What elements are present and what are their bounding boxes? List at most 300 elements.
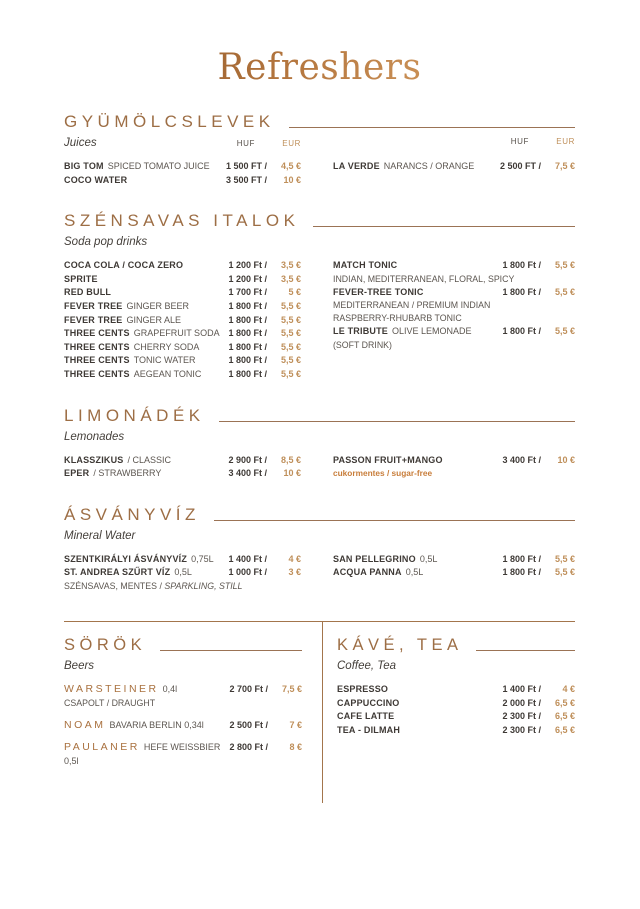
item-name: FEVER-TREE TONIC: [333, 286, 424, 297]
item-price-eur: 5,5 €: [280, 341, 301, 352]
menu-item: [64, 467, 301, 481]
section-rule: [160, 650, 302, 651]
item-main: [64, 368, 228, 382]
menu-item-row: [64, 454, 301, 468]
item-price: [502, 454, 575, 468]
item-price-huf: 1 400 Ft /: [502, 683, 541, 694]
section-subheading: Lemonades: [64, 430, 125, 443]
item-price-huf: 1 800 Ft /: [502, 286, 541, 297]
bottom-items: [64, 683, 302, 768]
currency-eur-label: EUR: [282, 139, 301, 148]
item-main: [64, 174, 226, 188]
item-price-eur: 8,5 €: [280, 454, 301, 465]
item-desc: / CLASSIC: [127, 454, 172, 465]
item-price-eur: 5,5 €: [554, 260, 575, 271]
menu-item-row: [337, 724, 575, 738]
menu-item: [64, 300, 301, 314]
item-price: [502, 724, 575, 738]
item-main: [333, 259, 502, 273]
item-price-eur: 4 €: [562, 683, 575, 694]
section-subrow: [64, 236, 575, 248]
section-subrow: [64, 137, 575, 149]
item-main: [333, 286, 502, 300]
item-name: COCO WATER: [64, 174, 128, 185]
item-main: [333, 325, 502, 339]
menu-item: [64, 327, 301, 341]
item-subtext: [333, 312, 575, 325]
menu-item-row: [333, 325, 575, 339]
item-price-eur: 7,5 €: [554, 161, 575, 171]
menu-item: [333, 566, 575, 580]
menu-item: [64, 273, 301, 287]
item-desc: GINGER ALE: [126, 314, 182, 325]
item-price-huf: 1 800 Ft /: [228, 368, 267, 379]
item-name: LE TRIBUTE: [333, 326, 388, 337]
menu-item: [333, 286, 575, 326]
menu-item: [64, 454, 301, 468]
item-desc: 0,5L: [419, 553, 438, 564]
section-heading-row: [64, 211, 575, 231]
item-desc: 0,5L: [405, 567, 424, 578]
item-main: [333, 566, 502, 580]
item-price-huf: 2 300 Ft /: [502, 724, 541, 735]
item-name: THREE CENTS: [64, 368, 130, 379]
menu-item: [337, 683, 575, 697]
item-subtext: [333, 299, 575, 312]
menu-item: [64, 314, 301, 328]
item-desc: / STRAWBERRY: [93, 468, 162, 479]
item-price-huf: 1 800 Ft /: [228, 341, 267, 352]
menu-item-row: [333, 160, 575, 174]
menu-item-row: [337, 697, 575, 711]
currency-headers: [511, 137, 575, 146]
menu-item-row: [337, 710, 575, 724]
section-heading: GYÜMÖLCSLEVEK: [64, 112, 275, 131]
item-main: [64, 454, 228, 468]
section-heading-row: [64, 112, 575, 132]
item-name: MATCH TONIC: [333, 260, 398, 271]
item-price: [228, 467, 301, 481]
item-main: [337, 710, 502, 724]
item-name: THREE CENTS: [64, 355, 130, 366]
menu-item-row: [64, 160, 301, 174]
item-name: CAPPUCCINO: [337, 697, 400, 708]
section-heading: KÁVÉ, TEA: [337, 635, 463, 654]
item-desc: NARANCS / ORANGE: [383, 161, 475, 171]
subrow-left: [64, 431, 301, 443]
item-price-huf: 1 800 Ft /: [228, 314, 267, 325]
item-main: [337, 697, 502, 711]
menu-item-row: [64, 467, 301, 481]
subrow-right: [333, 236, 575, 248]
item-price-huf: 2 700 Ft /: [229, 683, 268, 694]
menu-item: [64, 553, 301, 567]
menu-column: [64, 259, 301, 381]
item-main: [64, 259, 228, 273]
item-price-huf: 3 400 Ft /: [228, 468, 267, 479]
section-subheading: Beers: [64, 659, 95, 672]
item-main: [333, 454, 502, 468]
item-price-eur: 6,5 €: [554, 711, 575, 722]
item-price: [228, 341, 301, 355]
subrow-right: [333, 431, 575, 443]
item-price-huf: 1 500 FT /: [225, 161, 267, 171]
menu-item-row: [333, 566, 575, 580]
item-name: EPER: [64, 468, 90, 479]
item-main: [64, 341, 228, 355]
item-price-huf: 1 700 Ft /: [228, 287, 267, 298]
item-price-eur: 5,5 €: [280, 328, 301, 339]
item-price-huf: 1 800 Ft /: [502, 567, 541, 578]
menu-item-row: [64, 327, 301, 341]
section-columns: [64, 553, 575, 593]
item-price-eur: 6,5 €: [554, 724, 575, 735]
item-price-huf: 2 300 Ft /: [502, 711, 541, 722]
menu-item-row: [333, 259, 575, 273]
item-price-huf: 2 900 Ft /: [228, 454, 267, 465]
item-price-eur: 5,5 €: [554, 553, 575, 564]
section-heading-row: [337, 636, 575, 655]
item-desc: OLIVE LEMONADE: [392, 326, 472, 337]
currency-eur-label: EUR: [556, 137, 575, 146]
item-price-huf: 1 800 Ft /: [228, 328, 267, 339]
menu-item-row: [64, 341, 301, 355]
item-name: PAULANER: [64, 741, 140, 754]
item-desc: 0,4l: [162, 683, 178, 694]
item-price: [228, 454, 301, 468]
item-price-eur: 5,5 €: [280, 314, 301, 325]
item-price-huf: 2 800 Ft /: [229, 742, 268, 753]
item-name: THREE CENTS: [64, 341, 130, 352]
menu-section: [64, 211, 575, 381]
item-main: [64, 467, 228, 481]
item-desc: BAVARIA BERLIN 0,34l: [109, 719, 204, 730]
item-subtext: [64, 697, 302, 710]
item-price: [502, 566, 575, 580]
item-price-eur: 10 €: [283, 468, 301, 479]
item-price-huf: 2 000 Ft /: [502, 697, 541, 708]
item-price-eur: 5,5 €: [280, 368, 301, 379]
section-heading-row: [64, 636, 302, 655]
section-heading: LIMONÁDÉK: [64, 405, 205, 425]
menu-item-row: [64, 314, 301, 328]
item-subtext-main: MEDITERRANEAN / PREMIUM INDIAN: [333, 300, 491, 311]
item-price: [229, 719, 302, 733]
item-subtext: [333, 273, 575, 286]
currency-huf-label: HUF: [236, 139, 255, 148]
menu-column: [333, 553, 575, 580]
item-name: WARSTEINER: [64, 682, 159, 695]
item-desc: SPICED TOMATO JUICE: [107, 161, 210, 171]
bottom-section: [64, 622, 322, 803]
item-name: ACQUA PANNA: [333, 567, 402, 578]
menu-item-row: [64, 566, 301, 580]
item-desc: 0,75L: [191, 553, 214, 564]
item-desc: AEGEAN TONIC: [133, 368, 202, 379]
menu-column: [333, 160, 575, 174]
currency-headers: [237, 139, 301, 148]
item-main: [333, 553, 502, 567]
section-rule: [313, 226, 575, 227]
item-main: [64, 273, 228, 287]
item-name: FEVER TREE: [64, 314, 123, 325]
item-price-huf: 1 800 Ft /: [228, 300, 267, 311]
item-price-eur: 3,5 €: [280, 273, 301, 284]
item-name: NOAM: [64, 718, 106, 731]
item-subtext-main: INDIAN, MEDITERRANEAN, FLORAL, SPICY: [333, 273, 515, 284]
item-price-eur: 3,5 €: [280, 260, 301, 271]
item-name: THREE CENTS: [64, 328, 130, 339]
item-main: [64, 327, 228, 341]
item-name: KLASSZIKUS: [64, 454, 124, 465]
menu-item: [333, 454, 575, 481]
item-desc: HEFE WEISSBIER 0,5l: [64, 742, 221, 766]
item-price-eur: 5,5 €: [554, 567, 575, 578]
subrow-left: [64, 137, 301, 149]
item-desc: TONIC WATER: [133, 355, 196, 366]
item-price: [500, 160, 575, 174]
section-subheading: Mineral Water: [64, 529, 136, 542]
item-price: [229, 741, 302, 755]
section-columns: [64, 160, 575, 187]
item-main: [337, 724, 502, 738]
menu-item: [64, 174, 301, 188]
menu-section: [64, 505, 575, 593]
item-name: PASSON FRUIT+MANGO: [333, 454, 443, 465]
item-price: [502, 325, 575, 339]
item-price: [228, 286, 301, 300]
item-subtext: [333, 467, 575, 480]
item-desc: GRAPEFRUIT SODA: [133, 328, 220, 339]
item-price-eur: 6,5 €: [554, 697, 575, 708]
menu-item-row: [64, 259, 301, 273]
menu-item: [337, 710, 575, 724]
menu-item-row: [333, 553, 575, 567]
item-price: [502, 553, 575, 567]
item-main: [64, 160, 226, 174]
menu-item-row: [64, 683, 302, 697]
page-title: Refreshers: [64, 48, 575, 88]
item-name: SAN PELLEGRINO: [333, 553, 416, 564]
item-main: [333, 160, 500, 174]
item-price: [229, 683, 302, 697]
section-columns: [64, 259, 575, 381]
menu-item: [333, 160, 575, 174]
menu-column: [333, 259, 575, 352]
item-subtext-italic: SPARKLING, STILL: [164, 580, 243, 591]
item-name: FEVER TREE: [64, 300, 123, 311]
menu-item-row: [64, 553, 301, 567]
item-subtext-main: RASPBERRY-RHUBARB TONIC: [333, 313, 462, 324]
item-price: [502, 259, 575, 273]
item-price-huf: 1 200 Ft /: [228, 273, 267, 284]
item-name: SPRITE: [64, 273, 98, 284]
menu-item: [64, 354, 301, 368]
item-price-huf: 3 400 Ft /: [502, 454, 541, 465]
item-price-eur: 5,5 €: [280, 300, 301, 311]
bottom-section: [322, 622, 575, 803]
menu-item: [337, 724, 575, 738]
item-price-huf: 1 400 Ft /: [228, 553, 267, 564]
item-main: [64, 300, 228, 314]
item-subtext-main: cukormentes / sugar-free: [333, 468, 433, 479]
item-main: [64, 314, 228, 328]
section-heading-row: [64, 406, 575, 426]
menu-item: [64, 741, 302, 768]
item-price-eur: 5,5 €: [554, 326, 575, 337]
menu-item-row: [64, 174, 301, 188]
menu-item: [64, 719, 302, 733]
item-price-huf: 1 800 Ft /: [228, 355, 267, 366]
item-name: CAFE LATTE: [337, 711, 395, 722]
item-price-huf: 1 800 Ft /: [502, 326, 541, 337]
item-main: [64, 286, 228, 300]
item-desc: 0,5L: [174, 567, 192, 578]
menu-item: [337, 697, 575, 711]
item-main: [337, 683, 502, 697]
menu-item: [333, 553, 575, 567]
menu-item: [64, 160, 301, 174]
menu-item-row: [333, 286, 575, 300]
item-main: [64, 741, 229, 768]
menu-column: [64, 553, 301, 593]
subrow-right: [333, 137, 575, 149]
menu-item: [64, 683, 302, 710]
item-price: [502, 286, 575, 300]
item-price-huf: 2 500 FT /: [499, 161, 541, 171]
section-subheading: Coffee, Tea: [337, 659, 397, 672]
item-subtext-main: SZÉNSAVAS, MENTES /: [64, 580, 165, 591]
item-price-huf: 1 800 Ft /: [502, 553, 541, 564]
menu-section: [64, 112, 575, 187]
item-price: [502, 697, 575, 711]
item-price-huf: 1 000 Ft /: [228, 567, 267, 578]
item-price: [228, 259, 301, 273]
item-price: [228, 553, 301, 567]
item-price: [502, 710, 575, 724]
item-price: [228, 314, 301, 328]
section-heading: SÖRÖK: [64, 635, 147, 654]
section-rule: [289, 127, 575, 128]
item-price: [226, 160, 301, 174]
item-price-eur: 5,5 €: [280, 355, 301, 366]
subrow-left: [64, 236, 301, 248]
subrow-right: [333, 530, 575, 542]
item-main: [64, 553, 228, 567]
menu-sections: [64, 112, 575, 593]
item-name: ESPRESSO: [337, 683, 389, 694]
item-price: [228, 566, 301, 580]
item-main: [64, 683, 229, 697]
item-price-eur: 8 €: [289, 742, 302, 753]
section-heading: SZÉNSAVAS ITALOK: [64, 211, 300, 231]
menu-column: [64, 454, 301, 481]
item-subtext: [333, 339, 575, 352]
menu-item-row: [64, 368, 301, 382]
menu-item-row: [64, 273, 301, 287]
item-price-eur: 3 €: [288, 567, 301, 578]
item-price-huf: 1 200 Ft /: [228, 260, 267, 271]
menu-item: [333, 325, 575, 352]
subrow-left: [64, 530, 301, 542]
item-price: [228, 300, 301, 314]
item-price-eur: 4,5 €: [280, 161, 301, 171]
item-price: [228, 327, 301, 341]
item-name: BIG TOM: [64, 161, 104, 171]
menu-item: [64, 286, 301, 300]
section-rule: [219, 421, 575, 422]
section-subheading: Juices: [64, 137, 97, 149]
item-main: [64, 719, 229, 733]
item-name: SZENTKIRÁLYI ÁSVÁNYVÍZ: [64, 553, 188, 564]
item-main: [64, 354, 228, 368]
item-price-eur: 5,5 €: [554, 286, 575, 297]
currency-huf-label: HUF: [510, 137, 529, 146]
item-price-eur: 4 €: [288, 553, 301, 564]
item-subtext-main: (SOFT DRINK): [333, 339, 392, 350]
bottom-panel: [64, 621, 575, 803]
item-desc: CHERRY SODA: [133, 341, 200, 352]
item-subtext-main: CSAPOLT / DRAUGHT: [64, 697, 156, 708]
menu-item: [64, 341, 301, 355]
item-price-eur: 10 €: [557, 454, 575, 465]
section-subheading: Soda pop drinks: [64, 236, 148, 249]
section-columns: [64, 454, 575, 481]
item-name: LA VERDE: [333, 161, 380, 171]
item-price-huf: 2 500 Ft /: [229, 719, 268, 730]
menu-item: [64, 368, 301, 382]
item-price: [228, 368, 301, 382]
item-price-huf: 3 500 FT /: [225, 174, 267, 185]
section-heading-row: [64, 505, 575, 525]
item-name: ST. ANDREA SZŰRT VÍZ: [64, 567, 171, 578]
menu-item: [64, 259, 301, 273]
section-rule: [214, 520, 575, 521]
section-heading: ÁSVÁNYVÍZ: [64, 504, 200, 524]
item-price-eur: 10 €: [283, 174, 301, 185]
menu-item: [333, 259, 575, 286]
item-price-eur: 5 €: [288, 287, 301, 298]
item-price: [226, 174, 301, 188]
menu-item-row: [64, 300, 301, 314]
item-name: RED BULL: [64, 287, 112, 298]
section-subrow: [64, 431, 575, 443]
bottom-items: [337, 683, 575, 737]
menu-item: [64, 566, 301, 593]
menu-item-row: [333, 454, 575, 468]
menu-column: [333, 454, 575, 481]
item-name: COCA COLA / COCA ZERO: [64, 260, 184, 271]
item-price: [228, 354, 301, 368]
item-subtext: [64, 580, 301, 593]
menu-item-row: [64, 741, 302, 768]
menu-item-row: [64, 354, 301, 368]
menu-item-row: [64, 286, 301, 300]
item-desc: GINGER BEER: [126, 300, 190, 311]
item-price-eur: 7,5 €: [281, 683, 302, 694]
menu-item-row: [337, 683, 575, 697]
item-main: [64, 566, 228, 580]
section-rule: [476, 650, 575, 651]
item-price-huf: 1 800 Ft /: [502, 260, 541, 271]
item-price: [502, 683, 575, 697]
item-name: TEA - DILMAH: [337, 724, 401, 735]
section-subrow: [64, 530, 575, 542]
menu-item-row: [64, 719, 302, 733]
item-price: [228, 273, 301, 287]
item-price-eur: 7 €: [289, 719, 302, 730]
menu-column: [64, 160, 301, 187]
